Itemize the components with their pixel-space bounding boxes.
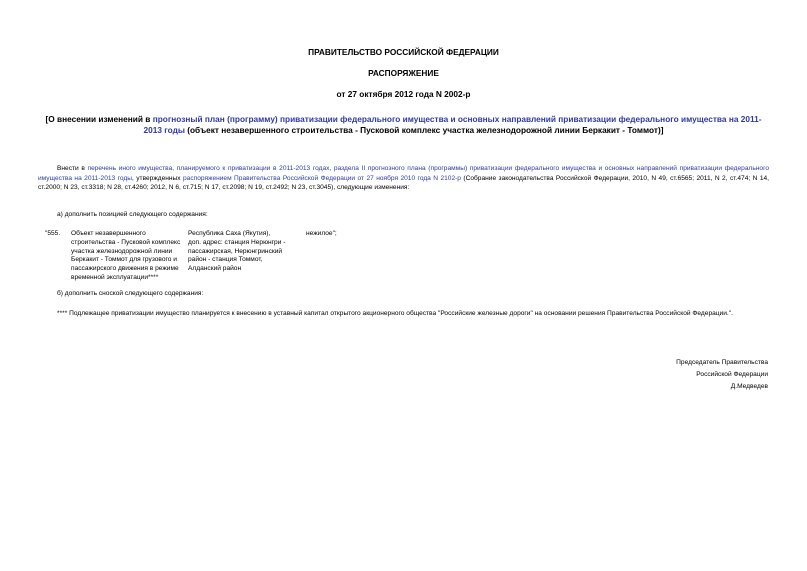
region-line: Республика Саха (Якутия), [188,230,271,237]
object-line: Беркакит - Томмот для грузового и [71,256,177,264]
intro-order-link[interactable]: распоряжением Правительства Российской Федерации от 27 ноября 2010 года N 2102-р [183,174,461,182]
intro-pre: Внести в [57,165,88,172]
signature-title: Председатель Правительства [676,359,768,366]
footnote-text: **** Подлежащее приватизации имущество планируется к внесению в уставный капитал открытого акционерного общества "Российские железные дороги" на основании решения Правительства Российской Федерации.". [57,310,733,317]
subject-open: [О внесении изменений в [45,114,153,124]
item-b: б) дополнить сноской следующего содержания: [57,290,204,297]
object-line: пассажирского движения в режиме [71,265,179,273]
region-line: район - станция Томмот, [188,256,263,264]
document-date: от 27 октября 2012 года N 2002-р [336,89,471,99]
intro-paragraph [38,164,769,193]
object-cell [71,230,183,283]
document-type: РАСПОРЯЖЕНИЕ [368,68,439,78]
subject-plan-link[interactable]: прогнозный план (программу) приватизации федерального имущества и основных направлений приватизации федерального имущества на 2011-2013 годы [143,114,762,135]
government-title: ПРАВИТЕЛЬСТВО РОССИЙСКОЙ ФЕДЕРАЦИИ [308,47,499,57]
region-line: доп. адрес: станция Нерюнгри - [188,238,286,246]
signature-country: Российской Федерации [696,371,768,378]
intro-list-link[interactable]: перечень иного имущества, планируемого к приватизации в 2011-2013 годах, раздела II прогнозного плана (программы) приватизации федерального имущества и основных направлений приватизации федерального имущества на 2011-2013 годы [38,165,770,182]
region-line: Алданский район [188,265,242,273]
object-line: временной эксплуатации**** [71,273,159,281]
signature-name: Д.Медведев [730,383,768,390]
item-a: а) дополнить позицией следующего содержания: [57,211,208,218]
object-line: Объект незавершенного [71,230,146,237]
region-cell [188,230,296,274]
subject-rest: (объект незавершенного строительства - Пусковой комплекс участка железнодорожной линии Беркакит - Томмот)] [184,125,664,135]
intro-mid: , утвержденных [132,174,183,182]
row-number: "555. [45,230,61,237]
object-line: строительства - Пусковой комплекс [71,238,181,246]
object-line: участка железнодорожной линии [71,247,173,255]
intro-post: (Собрание законодательства Российской Федерации, 2010, N 49, ст.6565; 2011, N 2, ст.474; N 14, ст.2000; N 23, ст.3318; N 28, ст.4260; 2012, N 6, ст.715; N 17, ст.2098; N 19, ст.2492; N 23, ст.3045), следующие изменения: [38,174,769,191]
document-subject [38,114,769,136]
region-line: пассажирская, Нерюнгринский [188,247,283,255]
type-cell: нежилое"; [306,230,337,237]
